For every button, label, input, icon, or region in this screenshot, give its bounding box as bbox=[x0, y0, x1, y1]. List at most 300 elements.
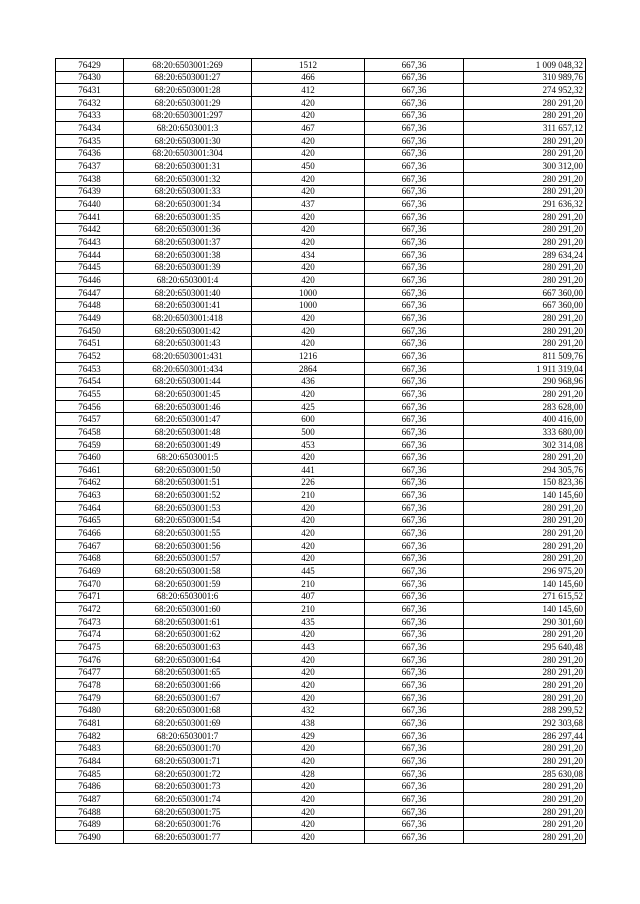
cadastral-number-cell: 68:20:6503001:42 bbox=[124, 324, 252, 337]
area-cell: 420 bbox=[252, 831, 365, 844]
cadastral-number-cell: 68:20:6503001:67 bbox=[124, 691, 252, 704]
rate-cell: 667,36 bbox=[365, 236, 464, 249]
value-cell: 271 615,52 bbox=[464, 590, 586, 603]
area-cell: 443 bbox=[252, 641, 365, 654]
value-cell: 280 291,20 bbox=[464, 818, 586, 831]
table-row bbox=[56, 388, 586, 401]
table-row bbox=[56, 274, 586, 287]
area-cell: 600 bbox=[252, 413, 365, 426]
record-number-cell: 76457 bbox=[56, 413, 124, 426]
cadastral-number-cell: 68:20:6503001:431 bbox=[124, 350, 252, 363]
value-cell: 140 145,60 bbox=[464, 577, 586, 590]
record-number-cell: 76468 bbox=[56, 552, 124, 565]
area-cell: 453 bbox=[252, 438, 365, 451]
area-cell: 2864 bbox=[252, 362, 365, 375]
cadastral-number-cell: 68:20:6503001:54 bbox=[124, 514, 252, 527]
cadastral-number-cell: 68:20:6503001:57 bbox=[124, 552, 252, 565]
record-number-cell: 76443 bbox=[56, 236, 124, 249]
value-cell: 283 628,00 bbox=[464, 400, 586, 413]
table-row bbox=[56, 248, 586, 261]
value-cell: 296 975,20 bbox=[464, 565, 586, 578]
rate-cell: 667,36 bbox=[365, 388, 464, 401]
area-cell: 420 bbox=[252, 274, 365, 287]
area-cell: 420 bbox=[252, 109, 365, 122]
cadastral-number-cell: 68:20:6503001:58 bbox=[124, 565, 252, 578]
value-cell: 667 360,00 bbox=[464, 299, 586, 312]
rate-cell: 667,36 bbox=[365, 489, 464, 502]
table-row bbox=[56, 514, 586, 527]
cadastral-number-cell: 68:20:6503001:4 bbox=[124, 274, 252, 287]
record-number-cell: 76458 bbox=[56, 426, 124, 439]
area-cell: 438 bbox=[252, 717, 365, 730]
cadastral-number-cell: 68:20:6503001:28 bbox=[124, 84, 252, 97]
cadastral-number-cell: 68:20:6503001:50 bbox=[124, 464, 252, 477]
table-row bbox=[56, 704, 586, 717]
table-row bbox=[56, 552, 586, 565]
area-cell: 210 bbox=[252, 577, 365, 590]
table-row bbox=[56, 84, 586, 97]
value-cell: 280 291,20 bbox=[464, 236, 586, 249]
cadastral-number-cell: 68:20:6503001:65 bbox=[124, 666, 252, 679]
table-row bbox=[56, 438, 586, 451]
cadastral-number-cell: 68:20:6503001:40 bbox=[124, 286, 252, 299]
table-row bbox=[56, 464, 586, 477]
cadastral-number-cell: 68:20:6503001:72 bbox=[124, 767, 252, 780]
record-number-cell: 76454 bbox=[56, 375, 124, 388]
value-cell: 280 291,20 bbox=[464, 261, 586, 274]
cadastral-number-cell: 68:20:6503001:56 bbox=[124, 539, 252, 552]
value-cell: 280 291,20 bbox=[464, 653, 586, 666]
cadastral-number-cell: 68:20:6503001:30 bbox=[124, 134, 252, 147]
record-number-cell: 76483 bbox=[56, 742, 124, 755]
table-row bbox=[56, 691, 586, 704]
record-number-cell: 76487 bbox=[56, 793, 124, 806]
table-row bbox=[56, 489, 586, 502]
cadastral-number-cell: 68:20:6503001:418 bbox=[124, 312, 252, 325]
area-cell: 425 bbox=[252, 400, 365, 413]
record-number-cell: 76442 bbox=[56, 223, 124, 236]
cadastral-number-cell: 68:20:6503001:71 bbox=[124, 755, 252, 768]
table-row bbox=[56, 426, 586, 439]
rate-cell: 667,36 bbox=[365, 210, 464, 223]
cadastral-number-cell: 68:20:6503001:36 bbox=[124, 223, 252, 236]
table-row bbox=[56, 793, 586, 806]
area-cell: 420 bbox=[252, 451, 365, 464]
rate-cell: 667,36 bbox=[365, 362, 464, 375]
cadastral-number-cell: 68:20:6503001:297 bbox=[124, 109, 252, 122]
rate-cell: 667,36 bbox=[365, 71, 464, 84]
value-cell: 290 968,96 bbox=[464, 375, 586, 388]
area-cell: 420 bbox=[252, 805, 365, 818]
area-cell: 210 bbox=[252, 489, 365, 502]
table-body bbox=[56, 59, 586, 844]
area-cell: 420 bbox=[252, 780, 365, 793]
table-row bbox=[56, 590, 586, 603]
table-row bbox=[56, 236, 586, 249]
cadastral-number-cell: 68:20:6503001:68 bbox=[124, 704, 252, 717]
record-number-cell: 76476 bbox=[56, 653, 124, 666]
record-number-cell: 76470 bbox=[56, 577, 124, 590]
area-cell: 420 bbox=[252, 666, 365, 679]
table-row bbox=[56, 742, 586, 755]
value-cell: 280 291,20 bbox=[464, 223, 586, 236]
record-number-cell: 76432 bbox=[56, 96, 124, 109]
rate-cell: 667,36 bbox=[365, 286, 464, 299]
area-cell: 226 bbox=[252, 476, 365, 489]
value-cell: 280 291,20 bbox=[464, 831, 586, 844]
rate-cell: 667,36 bbox=[365, 577, 464, 590]
value-cell: 280 291,20 bbox=[464, 172, 586, 185]
table-row bbox=[56, 134, 586, 147]
value-cell: 286 297,44 bbox=[464, 729, 586, 742]
value-cell: 300 312,00 bbox=[464, 160, 586, 173]
cadastral-number-cell: 68:20:6503001:49 bbox=[124, 438, 252, 451]
area-cell: 420 bbox=[252, 147, 365, 160]
record-number-cell: 76488 bbox=[56, 805, 124, 818]
value-cell: 400 416,00 bbox=[464, 413, 586, 426]
value-cell: 280 291,20 bbox=[464, 96, 586, 109]
value-cell: 280 291,20 bbox=[464, 539, 586, 552]
rate-cell: 667,36 bbox=[365, 666, 464, 679]
rate-cell: 667,36 bbox=[365, 299, 464, 312]
record-number-cell: 76471 bbox=[56, 590, 124, 603]
area-cell: 420 bbox=[252, 653, 365, 666]
rate-cell: 667,36 bbox=[365, 261, 464, 274]
table-row bbox=[56, 261, 586, 274]
record-number-cell: 76489 bbox=[56, 818, 124, 831]
cadastral-number-cell: 68:20:6503001:59 bbox=[124, 577, 252, 590]
record-number-cell: 76478 bbox=[56, 679, 124, 692]
table-row bbox=[56, 324, 586, 337]
table-row bbox=[56, 299, 586, 312]
area-cell: 435 bbox=[252, 615, 365, 628]
area-cell: 420 bbox=[252, 679, 365, 692]
rate-cell: 667,36 bbox=[365, 400, 464, 413]
rate-cell: 667,36 bbox=[365, 514, 464, 527]
record-number-cell: 76429 bbox=[56, 59, 124, 72]
area-cell: 420 bbox=[252, 337, 365, 350]
record-number-cell: 76481 bbox=[56, 717, 124, 730]
table-row bbox=[56, 628, 586, 641]
rate-cell: 667,36 bbox=[365, 160, 464, 173]
rate-cell: 667,36 bbox=[365, 464, 464, 477]
table-row bbox=[56, 147, 586, 160]
cadastral-number-cell: 68:20:6503001:52 bbox=[124, 489, 252, 502]
area-cell: 420 bbox=[252, 172, 365, 185]
rate-cell: 667,36 bbox=[365, 438, 464, 451]
cadastral-number-cell: 68:20:6503001:62 bbox=[124, 628, 252, 641]
area-cell: 420 bbox=[252, 539, 365, 552]
cadastral-number-cell: 68:20:6503001:5 bbox=[124, 451, 252, 464]
table-row bbox=[56, 375, 586, 388]
area-cell: 1216 bbox=[252, 350, 365, 363]
value-cell: 280 291,20 bbox=[464, 691, 586, 704]
value-cell: 280 291,20 bbox=[464, 755, 586, 768]
table-row bbox=[56, 71, 586, 84]
cadastral-number-cell: 68:20:6503001:304 bbox=[124, 147, 252, 160]
cadastral-number-cell: 68:20:6503001:45 bbox=[124, 388, 252, 401]
value-cell: 280 291,20 bbox=[464, 185, 586, 198]
rate-cell: 667,36 bbox=[365, 274, 464, 287]
rate-cell: 667,36 bbox=[365, 248, 464, 261]
value-cell: 280 291,20 bbox=[464, 679, 586, 692]
table-row bbox=[56, 185, 586, 198]
rate-cell: 667,36 bbox=[365, 742, 464, 755]
table-row bbox=[56, 476, 586, 489]
cadastral-number-cell: 68:20:6503001:27 bbox=[124, 71, 252, 84]
cadastral-number-cell: 68:20:6503001:47 bbox=[124, 413, 252, 426]
record-number-cell: 76452 bbox=[56, 350, 124, 363]
rate-cell: 667,36 bbox=[365, 185, 464, 198]
cadastral-number-cell: 68:20:6503001:74 bbox=[124, 793, 252, 806]
rate-cell: 667,36 bbox=[365, 603, 464, 616]
cadastral-number-cell: 68:20:6503001:35 bbox=[124, 210, 252, 223]
rate-cell: 667,36 bbox=[365, 84, 464, 97]
area-cell: 441 bbox=[252, 464, 365, 477]
cadastral-number-cell: 68:20:6503001:43 bbox=[124, 337, 252, 350]
rate-cell: 667,36 bbox=[365, 565, 464, 578]
cadastral-number-cell: 68:20:6503001:7 bbox=[124, 729, 252, 742]
value-cell: 333 680,00 bbox=[464, 426, 586, 439]
rate-cell: 667,36 bbox=[365, 337, 464, 350]
record-number-cell: 76486 bbox=[56, 780, 124, 793]
cadastral-number-cell: 68:20:6503001:32 bbox=[124, 172, 252, 185]
area-cell: 420 bbox=[252, 312, 365, 325]
value-cell: 280 291,20 bbox=[464, 805, 586, 818]
table-row bbox=[56, 653, 586, 666]
table-row bbox=[56, 831, 586, 844]
table-row bbox=[56, 198, 586, 211]
table-row bbox=[56, 527, 586, 540]
table-row bbox=[56, 539, 586, 552]
cadastral-number-cell: 68:20:6503001:434 bbox=[124, 362, 252, 375]
value-cell: 280 291,20 bbox=[464, 312, 586, 325]
record-number-cell: 76449 bbox=[56, 312, 124, 325]
rate-cell: 667,36 bbox=[365, 501, 464, 514]
area-cell: 437 bbox=[252, 198, 365, 211]
record-number-cell: 76431 bbox=[56, 84, 124, 97]
cadastral-number-cell: 68:20:6503001:76 bbox=[124, 818, 252, 831]
record-number-cell: 76446 bbox=[56, 274, 124, 287]
rate-cell: 667,36 bbox=[365, 223, 464, 236]
area-cell: 450 bbox=[252, 160, 365, 173]
area-cell: 420 bbox=[252, 96, 365, 109]
value-cell: 291 636,32 bbox=[464, 198, 586, 211]
rate-cell: 667,36 bbox=[365, 653, 464, 666]
cadastral-number-cell: 68:20:6503001:53 bbox=[124, 501, 252, 514]
rate-cell: 667,36 bbox=[365, 805, 464, 818]
value-cell: 288 299,52 bbox=[464, 704, 586, 717]
value-cell: 302 314,08 bbox=[464, 438, 586, 451]
table-row bbox=[56, 805, 586, 818]
value-cell: 140 145,60 bbox=[464, 603, 586, 616]
table-row bbox=[56, 755, 586, 768]
table-row bbox=[56, 286, 586, 299]
rate-cell: 667,36 bbox=[365, 413, 464, 426]
cadastral-number-cell: 68:20:6503001:77 bbox=[124, 831, 252, 844]
rate-cell: 667,36 bbox=[365, 476, 464, 489]
value-cell: 292 303,68 bbox=[464, 717, 586, 730]
area-cell: 420 bbox=[252, 755, 365, 768]
rate-cell: 667,36 bbox=[365, 717, 464, 730]
rate-cell: 667,36 bbox=[365, 451, 464, 464]
data-table bbox=[55, 58, 586, 844]
rate-cell: 667,36 bbox=[365, 426, 464, 439]
area-cell: 420 bbox=[252, 388, 365, 401]
cadastral-number-cell: 68:20:6503001:37 bbox=[124, 236, 252, 249]
table-row bbox=[56, 122, 586, 135]
table-row bbox=[56, 565, 586, 578]
record-number-cell: 76464 bbox=[56, 501, 124, 514]
cadastral-number-cell: 68:20:6503001:66 bbox=[124, 679, 252, 692]
area-cell: 445 bbox=[252, 565, 365, 578]
rate-cell: 667,36 bbox=[365, 628, 464, 641]
area-cell: 432 bbox=[252, 704, 365, 717]
rate-cell: 667,36 bbox=[365, 198, 464, 211]
cadastral-number-cell: 68:20:6503001:69 bbox=[124, 717, 252, 730]
table-row bbox=[56, 729, 586, 742]
rate-cell: 667,36 bbox=[365, 527, 464, 540]
record-number-cell: 76437 bbox=[56, 160, 124, 173]
area-cell: 420 bbox=[252, 527, 365, 540]
record-number-cell: 76465 bbox=[56, 514, 124, 527]
record-number-cell: 76434 bbox=[56, 122, 124, 135]
value-cell: 667 360,00 bbox=[464, 286, 586, 299]
area-cell: 1512 bbox=[252, 59, 365, 72]
table-row bbox=[56, 780, 586, 793]
record-number-cell: 76473 bbox=[56, 615, 124, 628]
rate-cell: 667,36 bbox=[365, 109, 464, 122]
table-row bbox=[56, 501, 586, 514]
rate-cell: 667,36 bbox=[365, 590, 464, 603]
rate-cell: 667,36 bbox=[365, 147, 464, 160]
table-row bbox=[56, 717, 586, 730]
table-row bbox=[56, 160, 586, 173]
cadastral-number-cell: 68:20:6503001:31 bbox=[124, 160, 252, 173]
area-cell: 434 bbox=[252, 248, 365, 261]
record-number-cell: 76455 bbox=[56, 388, 124, 401]
record-number-cell: 76480 bbox=[56, 704, 124, 717]
record-number-cell: 76472 bbox=[56, 603, 124, 616]
record-number-cell: 76469 bbox=[56, 565, 124, 578]
record-number-cell: 76484 bbox=[56, 755, 124, 768]
cadastral-number-cell: 68:20:6503001:3 bbox=[124, 122, 252, 135]
record-number-cell: 76441 bbox=[56, 210, 124, 223]
rate-cell: 667,36 bbox=[365, 539, 464, 552]
rate-cell: 667,36 bbox=[365, 172, 464, 185]
table-row bbox=[56, 109, 586, 122]
rate-cell: 667,36 bbox=[365, 767, 464, 780]
cadastral-number-cell: 68:20:6503001:51 bbox=[124, 476, 252, 489]
record-number-cell: 76456 bbox=[56, 400, 124, 413]
rate-cell: 667,36 bbox=[365, 96, 464, 109]
cadastral-number-cell: 68:20:6503001:70 bbox=[124, 742, 252, 755]
value-cell: 290 301,60 bbox=[464, 615, 586, 628]
area-cell: 420 bbox=[252, 261, 365, 274]
record-number-cell: 76482 bbox=[56, 729, 124, 742]
table-row bbox=[56, 223, 586, 236]
value-cell: 310 989,76 bbox=[464, 71, 586, 84]
value-cell: 280 291,20 bbox=[464, 134, 586, 147]
cadastral-number-cell: 68:20:6503001:29 bbox=[124, 96, 252, 109]
value-cell: 811 509,76 bbox=[464, 350, 586, 363]
rate-cell: 667,36 bbox=[365, 122, 464, 135]
area-cell: 467 bbox=[252, 122, 365, 135]
record-number-cell: 76474 bbox=[56, 628, 124, 641]
rate-cell: 667,36 bbox=[365, 704, 464, 717]
value-cell: 280 291,20 bbox=[464, 210, 586, 223]
value-cell: 294 305,76 bbox=[464, 464, 586, 477]
rate-cell: 667,36 bbox=[365, 134, 464, 147]
record-number-cell: 76460 bbox=[56, 451, 124, 464]
value-cell: 280 291,20 bbox=[464, 109, 586, 122]
rate-cell: 667,36 bbox=[365, 729, 464, 742]
record-number-cell: 76475 bbox=[56, 641, 124, 654]
table-row bbox=[56, 818, 586, 831]
area-cell: 1000 bbox=[252, 299, 365, 312]
record-number-cell: 76439 bbox=[56, 185, 124, 198]
table-row bbox=[56, 172, 586, 185]
cadastral-number-cell: 68:20:6503001:46 bbox=[124, 400, 252, 413]
value-cell: 280 291,20 bbox=[464, 793, 586, 806]
table-row bbox=[56, 96, 586, 109]
record-number-cell: 76430 bbox=[56, 71, 124, 84]
area-cell: 428 bbox=[252, 767, 365, 780]
record-number-cell: 76467 bbox=[56, 539, 124, 552]
table-row bbox=[56, 679, 586, 692]
record-number-cell: 76436 bbox=[56, 147, 124, 160]
cadastral-number-cell: 68:20:6503001:33 bbox=[124, 185, 252, 198]
record-number-cell: 76490 bbox=[56, 831, 124, 844]
value-cell: 274 952,32 bbox=[464, 84, 586, 97]
table-row bbox=[56, 350, 586, 363]
table-row bbox=[56, 615, 586, 628]
cadastral-number-cell: 68:20:6503001:63 bbox=[124, 641, 252, 654]
record-number-cell: 76479 bbox=[56, 691, 124, 704]
table-row bbox=[56, 312, 586, 325]
rate-cell: 667,36 bbox=[365, 59, 464, 72]
area-cell: 420 bbox=[252, 185, 365, 198]
value-cell: 280 291,20 bbox=[464, 514, 586, 527]
record-number-cell: 76450 bbox=[56, 324, 124, 337]
value-cell: 311 657,12 bbox=[464, 122, 586, 135]
rate-cell: 667,36 bbox=[365, 641, 464, 654]
record-number-cell: 76459 bbox=[56, 438, 124, 451]
value-cell: 280 291,20 bbox=[464, 147, 586, 160]
record-number-cell: 76461 bbox=[56, 464, 124, 477]
area-cell: 466 bbox=[252, 71, 365, 84]
value-cell: 280 291,20 bbox=[464, 742, 586, 755]
table-row bbox=[56, 59, 586, 72]
value-cell: 280 291,20 bbox=[464, 666, 586, 679]
table-row bbox=[56, 451, 586, 464]
record-number-cell: 76444 bbox=[56, 248, 124, 261]
area-cell: 420 bbox=[252, 818, 365, 831]
value-cell: 295 640,48 bbox=[464, 641, 586, 654]
table-row bbox=[56, 337, 586, 350]
area-cell: 210 bbox=[252, 603, 365, 616]
cadastral-number-cell: 68:20:6503001:39 bbox=[124, 261, 252, 274]
table-row bbox=[56, 210, 586, 223]
value-cell: 1 009 048,32 bbox=[464, 59, 586, 72]
value-cell: 140 145,60 bbox=[464, 489, 586, 502]
value-cell: 150 823,36 bbox=[464, 476, 586, 489]
record-number-cell: 76433 bbox=[56, 109, 124, 122]
rate-cell: 667,36 bbox=[365, 691, 464, 704]
rate-cell: 667,36 bbox=[365, 552, 464, 565]
rate-cell: 667,36 bbox=[365, 818, 464, 831]
rate-cell: 667,36 bbox=[365, 755, 464, 768]
